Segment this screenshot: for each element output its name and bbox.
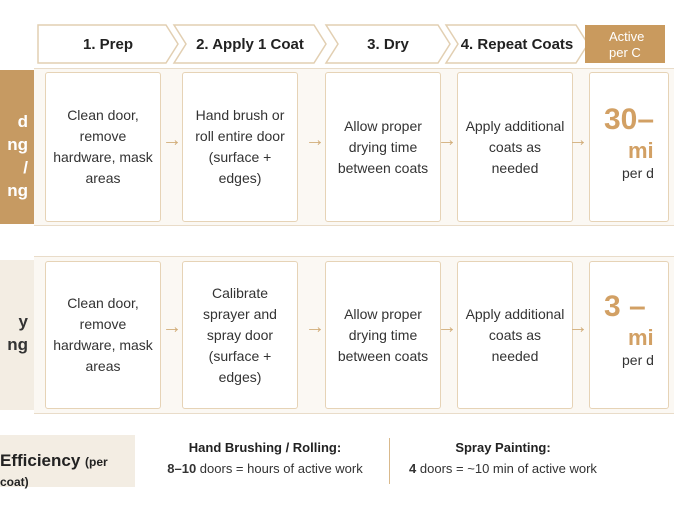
arrow-right-icon: → bbox=[162, 316, 182, 338]
summary-hand bbox=[160, 440, 370, 476]
arrow-right-icon: → bbox=[437, 316, 457, 338]
arrow-right-icon: → bbox=[568, 316, 588, 338]
efficiency-suffix: (per coat) bbox=[0, 455, 108, 489]
time-value: 30– bbox=[604, 103, 655, 136]
card-dry: Allow proper drying time between coats bbox=[325, 261, 441, 409]
step-label: 1. Prep bbox=[82, 35, 134, 53]
summary-spray-desc: doors = ~10 min of active work bbox=[419, 461, 597, 476]
efficiency-title bbox=[0, 451, 135, 491]
time-unit: mi bbox=[628, 325, 654, 350]
step-header-repeat bbox=[446, 25, 588, 63]
summary-hand-desc: doors = hours of active work bbox=[199, 461, 363, 476]
arrow-right-icon: → bbox=[437, 129, 457, 151]
row-label-hand: d ng / ng bbox=[0, 70, 34, 224]
summary-divider bbox=[389, 438, 390, 484]
active-time-header: Active per C bbox=[585, 25, 665, 63]
card-prep: Clean door, remove hardware, mask areas bbox=[45, 72, 161, 222]
summary-hand-range: 8–10 bbox=[167, 461, 197, 476]
efficiency-title-text: Efficiency bbox=[0, 451, 81, 470]
card-dry: Allow proper drying time between coats bbox=[325, 72, 441, 222]
card-repeat: Apply additional coats as needed bbox=[457, 72, 573, 222]
time-value: 3 – bbox=[604, 290, 646, 323]
summary-hand-text bbox=[160, 461, 370, 476]
time-per: per d bbox=[622, 165, 654, 181]
arrow-right-icon: → bbox=[568, 129, 588, 151]
card-apply: Hand brush or roll entire door (surface + edges) bbox=[182, 72, 298, 222]
time-per: per d bbox=[622, 352, 654, 368]
step-label: 4. Repeat Coats bbox=[460, 35, 574, 53]
step-label: 3. Dry bbox=[367, 35, 409, 53]
card-spray: Calibrate sprayer and spray door (surface + edges) bbox=[182, 261, 298, 409]
arrow-right-icon: → bbox=[305, 316, 325, 338]
time-unit: mi bbox=[628, 138, 654, 163]
arrow-right-icon: → bbox=[305, 129, 325, 151]
summary-spray-range: 4 bbox=[409, 461, 417, 476]
arrow-right-icon: → bbox=[162, 129, 182, 151]
summary-spray-heading: Spray Painting: bbox=[455, 440, 551, 455]
summary-spray-text bbox=[398, 461, 608, 476]
time-card-hand bbox=[589, 72, 669, 222]
step-label: 2. Apply 1 Coat bbox=[196, 35, 304, 53]
card-repeat: Apply additional coats as needed bbox=[457, 261, 573, 409]
summary-hand-heading: Hand Brushing / Rolling: bbox=[188, 440, 342, 455]
row-label-spray: y ng bbox=[0, 260, 34, 410]
time-card-spray bbox=[589, 261, 669, 409]
step-header-prep bbox=[38, 25, 178, 63]
summary-spray bbox=[398, 440, 608, 476]
step-header-dry bbox=[326, 25, 450, 63]
step-header-apply bbox=[174, 25, 326, 63]
card-prep: Clean door, remove hardware, mask areas bbox=[45, 261, 161, 409]
efficiency-label-box bbox=[0, 435, 135, 487]
